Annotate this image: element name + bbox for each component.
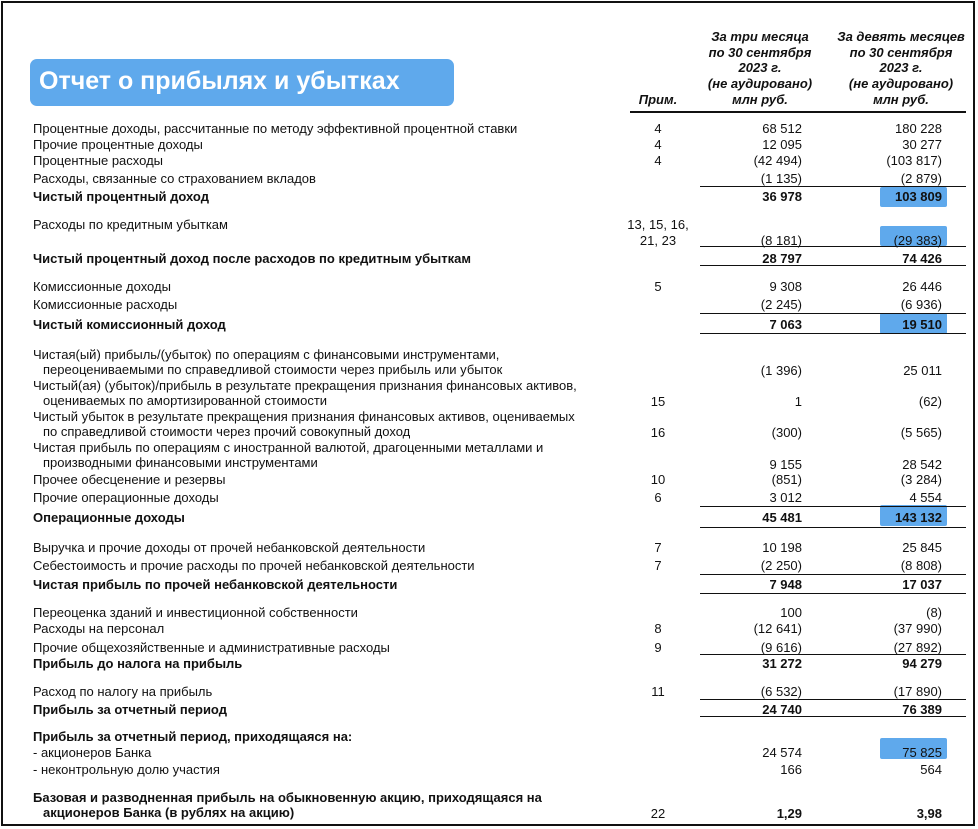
subtotal-rule: [700, 527, 966, 528]
value-nine-months: (2 879): [900, 171, 942, 186]
value-nine-months: 76 389: [902, 702, 942, 717]
row-note: 8: [654, 621, 662, 636]
row-label: Прибыль за отчетный период: [33, 702, 227, 717]
row-label: Прочие общехозяйственные и административные расходы: [33, 640, 390, 655]
value-three-months: 24 574: [762, 745, 802, 760]
subtotal-rule: [700, 506, 966, 507]
row-note: 11: [651, 684, 665, 699]
row-label: [33, 347, 502, 377]
row-label: Переоценка зданий и инвестиционной собственности: [33, 605, 358, 620]
value-three-months: 1,29: [776, 806, 802, 821]
row-label: Процентные доходы, рассчитанные по методу эффективной процентной ставки: [33, 121, 518, 136]
row-note: 15: [650, 394, 666, 409]
value-nine-months: (29 383): [893, 233, 942, 248]
value-nine-months: 26 446: [902, 279, 942, 294]
value-nine-months: 180 228: [895, 121, 942, 136]
col2-line: млн руб.: [873, 91, 929, 107]
col1-line: (не аудировано): [707, 76, 813, 92]
row-label-line: Чистый убыток в результате прекращения признания финансовых активов, оцениваемых: [33, 409, 575, 424]
row-label: Расходы на персонал: [33, 621, 165, 636]
value-nine-months: 94 279: [902, 656, 942, 671]
title-banner: [30, 59, 454, 106]
value-three-months: 68 512: [762, 121, 802, 136]
value-three-months: 28 797: [762, 251, 802, 266]
value-three-months: 24 740: [762, 702, 802, 717]
value-nine-months: 103 809: [895, 189, 942, 204]
value-nine-months: (27 892): [893, 640, 942, 655]
header-rule: [630, 111, 966, 113]
row-label: - неконтрольную долю участия: [33, 762, 220, 777]
row-label: Чистый процентный доход: [33, 189, 209, 204]
row-label: [33, 440, 543, 470]
value-nine-months: 28 542: [902, 457, 942, 472]
value-nine-months: 30 277: [902, 137, 942, 152]
row-label: Прибыль до налога на прибыль: [33, 656, 243, 671]
value-nine-months: (17 890): [893, 684, 942, 699]
subtotal-rule: [700, 186, 966, 187]
value-nine-months: 74 426: [902, 251, 942, 266]
row-note: 4: [654, 153, 662, 168]
value-nine-months: (62): [918, 394, 942, 409]
value-nine-months: (3 284): [900, 472, 942, 487]
value-three-months: 100: [780, 605, 802, 620]
row-label: Чистый процентный доход после расходов по кредитным убыткам: [33, 251, 472, 266]
row-note: 10: [650, 472, 666, 487]
row-label: Чистый комиссионный доход: [33, 317, 226, 332]
row-label: Себестоимость и прочие расходы по прочей небанковской деятельности: [33, 558, 475, 573]
col1-line: по 30 сентября: [708, 44, 812, 60]
value-nine-months: 25 011: [903, 363, 942, 378]
value-nine-months: 3,98: [916, 806, 942, 821]
note-column-header: Прим.: [638, 92, 678, 107]
subtotal-rule: [700, 333, 966, 334]
value-three-months: 9 155: [769, 457, 802, 472]
value-nine-months: (103 817): [886, 153, 942, 168]
row-label: Процентные расходы: [33, 153, 164, 168]
row-note: 22: [650, 806, 666, 821]
value-three-months: 36 978: [762, 189, 802, 204]
row-label: Комиссионные доходы: [33, 279, 171, 294]
value-three-months: 3 012: [769, 490, 802, 505]
row-label-line: Чистый(ая) (убыток)/прибыль в результате прекращения признания финансовых активов,: [33, 378, 577, 393]
row-label: Прибыль за отчетный период, приходящаяся на:: [33, 729, 353, 744]
subtotal-rule: [700, 593, 966, 594]
row-label-line: Чистая(ый) прибыль/(убыток) по операциям с финансовыми инструментами,: [33, 347, 500, 362]
value-nine-months: 4 554: [909, 490, 942, 505]
row-label: Расход по налогу на прибыль: [33, 684, 213, 699]
row-label: Операционные доходы: [33, 510, 185, 525]
value-three-months: 12 095: [762, 137, 802, 152]
value-nine-months: (6 936): [900, 297, 942, 312]
row-note: 4: [654, 121, 662, 136]
col2-line: За девять месяцев: [837, 29, 965, 44]
col2-line: (не аудировано): [848, 76, 954, 92]
subtotal-rule: [700, 699, 966, 700]
row-label-line: производными финансовыми инструментами: [43, 455, 318, 470]
value-three-months: (2 250): [760, 558, 802, 573]
row-label: - акционеров Банка: [33, 745, 152, 760]
value-nine-months: 143 132: [895, 510, 942, 525]
value-three-months: 1: [794, 394, 802, 409]
value-three-months: 10 198: [762, 540, 802, 555]
value-nine-months: 25 845: [902, 540, 942, 555]
column-header-nine-months: [826, 29, 976, 108]
col1-line: 2023 г.: [738, 60, 782, 76]
value-three-months: (8 181): [760, 233, 802, 248]
value-nine-months: (8): [926, 605, 942, 620]
subtotal-rule: [700, 313, 966, 314]
row-label: [33, 378, 577, 408]
value-nine-months: (5 565): [900, 425, 942, 440]
row-note: 6: [654, 490, 662, 505]
value-three-months: 7 063: [769, 317, 802, 332]
value-three-months: 45 481: [762, 510, 802, 525]
row-label: Прочие операционные доходы: [33, 490, 219, 505]
value-three-months: 9 308: [769, 279, 802, 294]
value-three-months: (1 396): [760, 363, 802, 378]
value-three-months: 7 948: [769, 577, 802, 592]
row-note: 13, 15, 16,: [627, 217, 689, 232]
row-label: [33, 409, 575, 439]
value-three-months: (9 616): [760, 640, 802, 655]
value-three-months: (1 135): [760, 171, 802, 186]
value-three-months: 166: [780, 762, 802, 777]
row-label: Прочее обесценение и резервы: [33, 472, 226, 487]
row-label: Прочие процентные доходы: [33, 137, 203, 152]
row-label: Чистая прибыль по прочей небанковской деятельности: [33, 577, 398, 592]
page-title: Отчет о прибылях и убытках: [39, 67, 400, 95]
col1-line: За три месяца: [711, 29, 809, 44]
value-three-months: (851): [771, 472, 802, 487]
row-note: 7: [654, 558, 662, 573]
value-nine-months: 17 037: [902, 577, 942, 592]
row-label: [33, 790, 542, 820]
value-three-months: 31 272: [762, 656, 802, 671]
subtotal-rule: [700, 574, 966, 575]
row-label: Выручка и прочие доходы от прочей небанковской деятельности: [33, 540, 426, 555]
row-note: 5: [654, 279, 662, 294]
value-nine-months: 75 825: [902, 745, 942, 760]
value-nine-months: 564: [920, 762, 942, 777]
column-header-three-months: [690, 29, 830, 108]
row-label: Комиссионные расходы: [33, 297, 178, 312]
row-label-line: по справедливой стоимости через прочий совокупный доход: [43, 424, 411, 439]
value-nine-months: 19 510: [902, 317, 942, 332]
row-note: 7: [654, 540, 662, 555]
row-label-line: переоцениваемыми по справедливой стоимости через прибыль или убыток: [43, 362, 503, 377]
value-three-months: (300): [771, 425, 802, 440]
row-label: Расходы по кредитным убыткам: [33, 217, 228, 232]
row-label-line: оцениваемых по амортизированной стоимости: [43, 393, 328, 408]
value-three-months: (12 641): [753, 621, 802, 636]
row-note: 16: [650, 425, 666, 440]
col2-line: по 30 сентября: [849, 44, 953, 60]
row-label-line: акционеров Банка (в рублях на акцию): [43, 805, 295, 820]
value-three-months: (6 532): [760, 684, 802, 699]
row-label: Расходы, связанные со страхованием вкладов: [33, 171, 316, 186]
row-note: 21, 23: [639, 233, 677, 248]
col2-line: 2023 г.: [879, 60, 923, 76]
col1-line: млн руб.: [732, 91, 788, 107]
row-note: 4: [654, 137, 662, 152]
row-note: 9: [654, 640, 662, 655]
value-three-months: (42 494): [753, 153, 802, 168]
row-label-line: Чистая прибыль по операциям с иностранной валютой, драгоценными металлами и: [33, 440, 544, 455]
value-three-months: (2 245): [760, 297, 802, 312]
value-nine-months: (37 990): [893, 621, 942, 636]
value-nine-months: (8 808): [900, 558, 942, 573]
row-label-line: Базовая и разводненная прибыль на обыкновенную акцию, приходящаяся на: [33, 790, 542, 805]
